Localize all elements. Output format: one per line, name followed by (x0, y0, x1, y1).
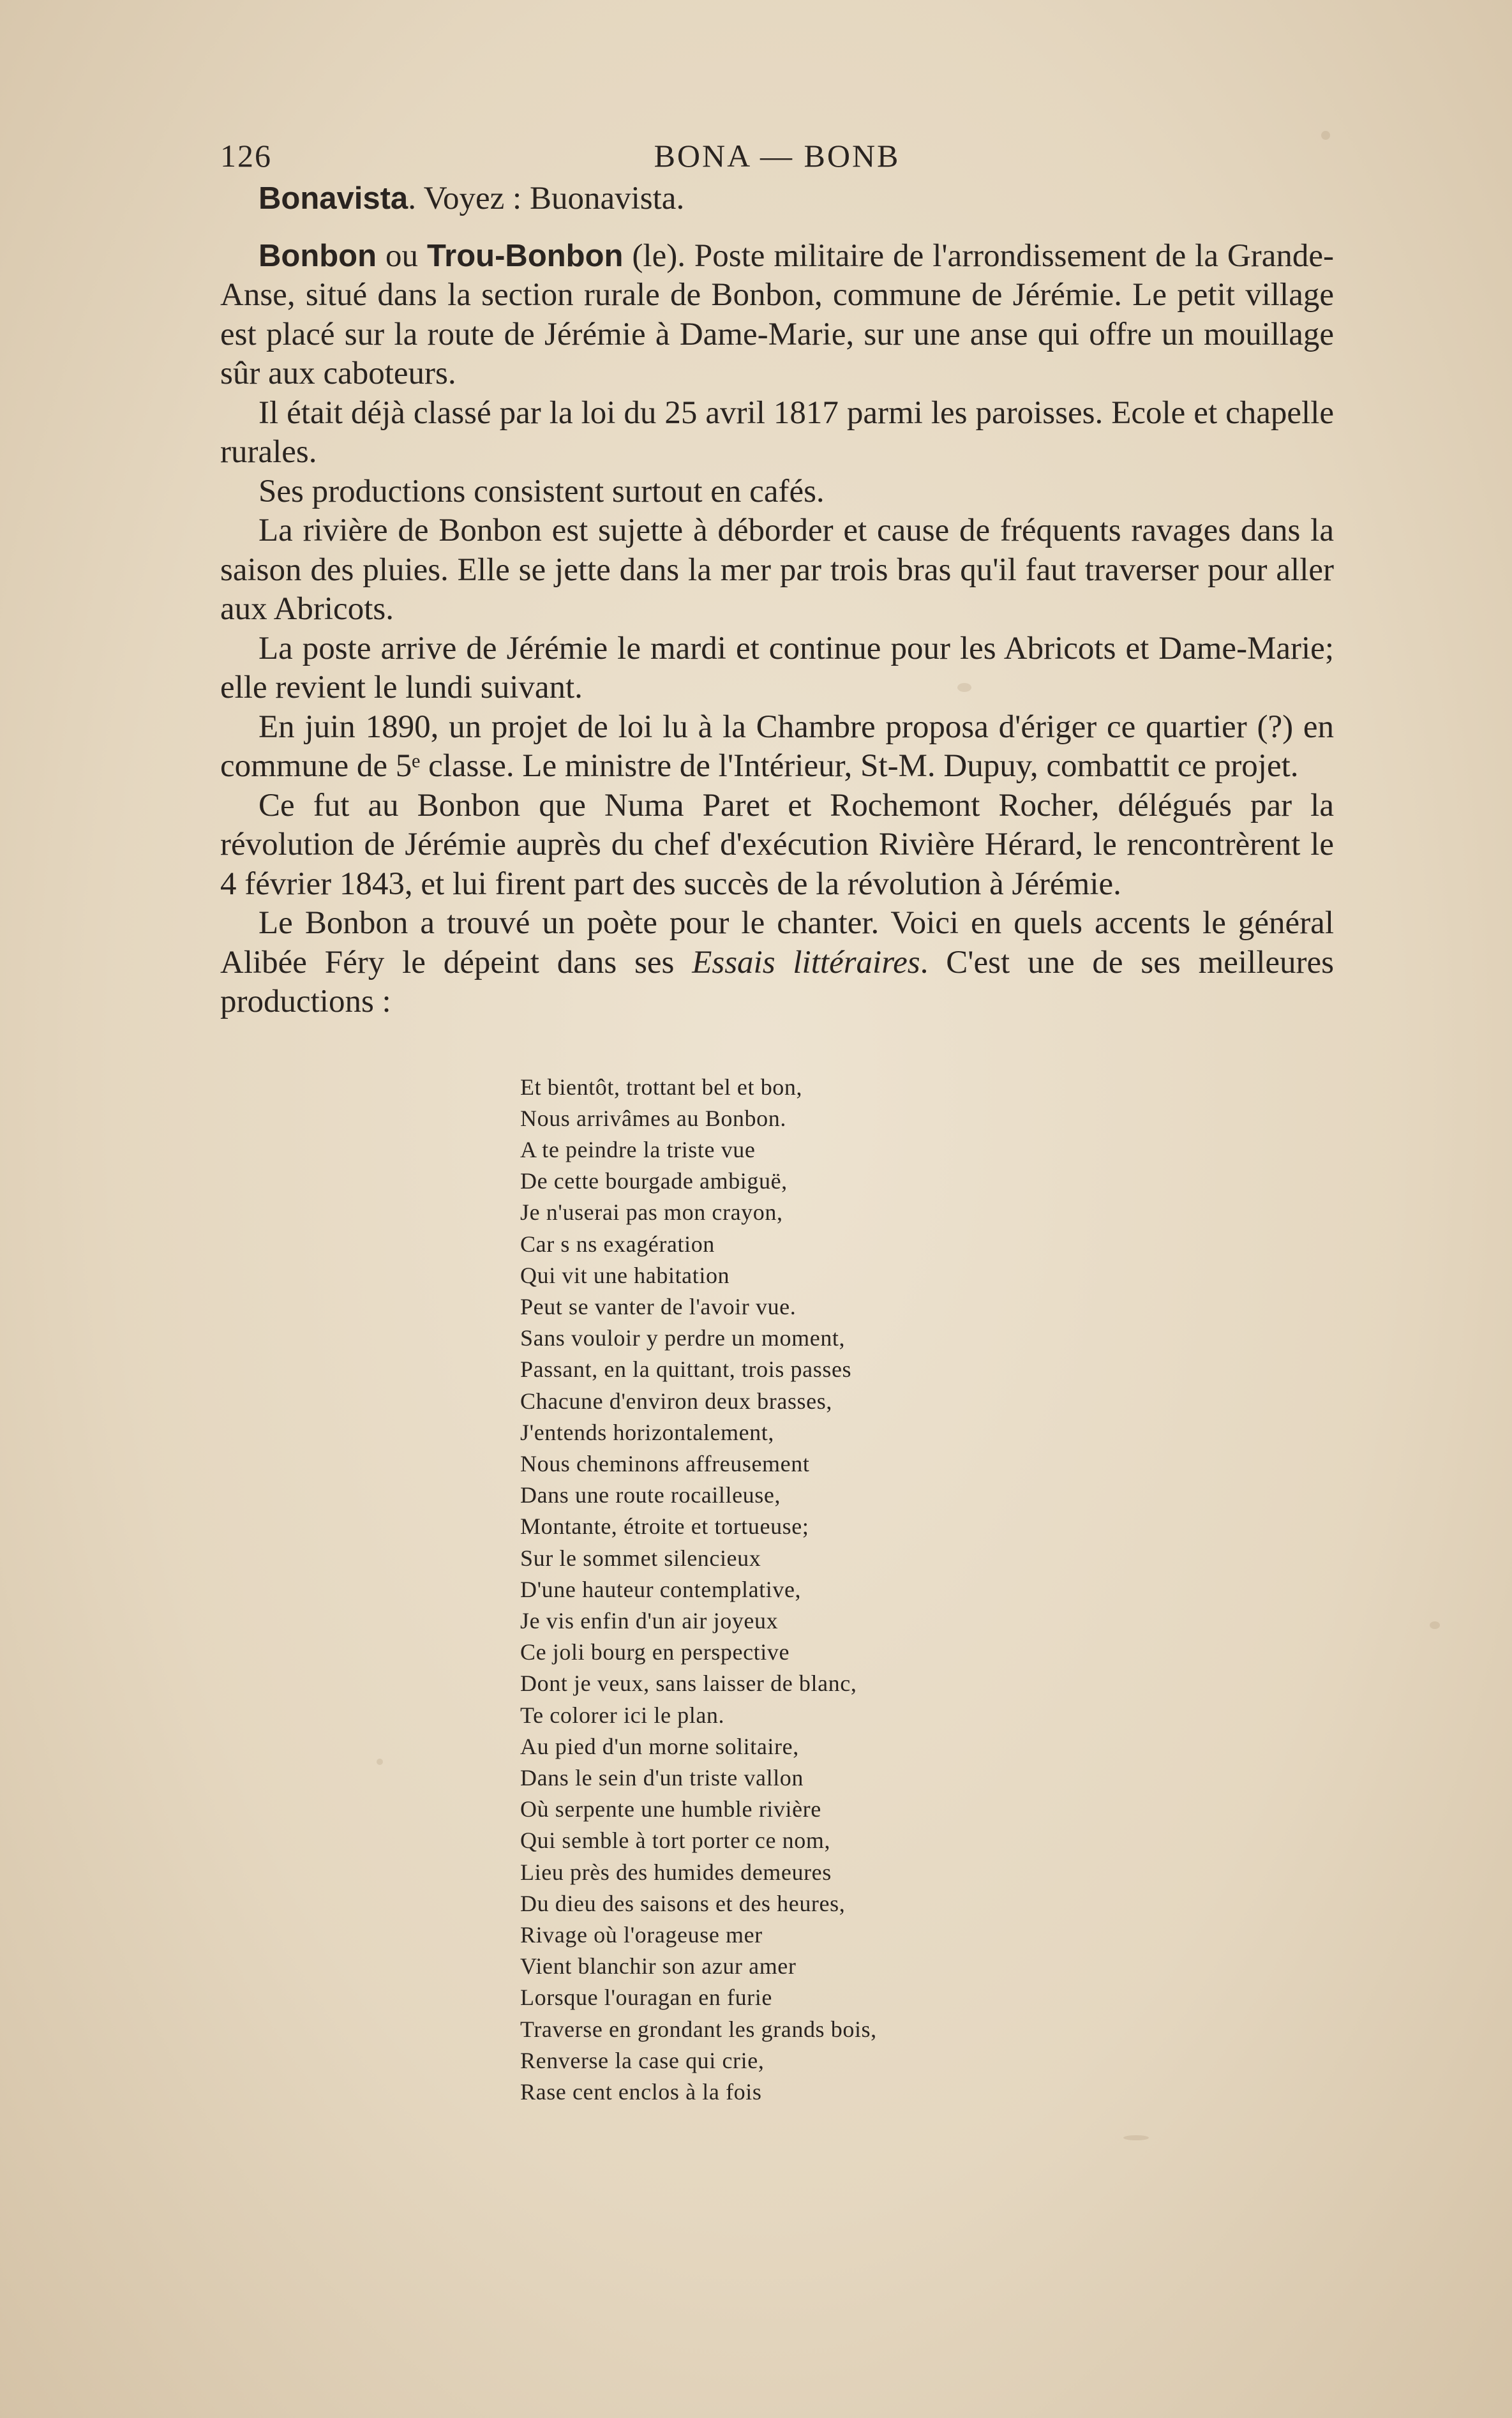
poem-line: Te colorer ici le plan. (520, 1702, 725, 1728)
poem-line: Chacune d'environ deux brasses, (520, 1388, 832, 1414)
intro-text: Le Bonbon a trouvé un poète pour le chanter. Voici en quels accents le général Alibée Féry le dépeint dans ses (220, 905, 1334, 980)
poem-line: Renverse la case qui crie, (520, 2047, 765, 2073)
poem-line: Qui vit une habitation (520, 1262, 730, 1288)
paragraph-poem-intro (220, 904, 1334, 1022)
poem-line: Traverse en grondant les grands bois, (520, 2016, 877, 2042)
entry-bonavista (220, 179, 1334, 219)
poem-line: Rivage où l'orageuse mer (520, 1921, 763, 1948)
poem-line: Je n'userai pas mon crayon, (520, 1199, 783, 1226)
headword-alt: Trou-Bonbon (426, 238, 624, 273)
running-head-title: BONA — BONB (654, 138, 901, 174)
poem-line: Lieu près des humides demeures (520, 1859, 832, 1885)
paragraph: Il était déjà classé par la loi du 25 avril 1817 parmi les paroisses. Ecole et chapelle rurales. (220, 394, 1334, 470)
poem-line: Vient blanchir son azur amer (520, 1953, 797, 1979)
poem-line: Dans une route rocailleuse, (520, 1482, 781, 1508)
headword-connector: ou (377, 237, 427, 274)
entry-text: . Poste militaire de l'arrondissement de la Grande-Anse, situé dans la section rurale de Bonbon, commune de Jérémie. Le petit village est placé sur la route de Jérémie à Dame-Marie, sur une anse qui offre un mouillage sûr aux caboteurs. (220, 237, 1335, 391)
paragraph: Ce fut au Bonbon que Numa Paret et Rochemont Rocher, délégués par la révolution de Jérémie auprès du chef d'exécution Rivière Hérard, le rencontrèrent le 4 février 1843, et lui firent part des succès de la révolution à Jérémie. (220, 787, 1334, 902)
dictionary-text (220, 179, 1334, 1022)
poem-line: Passant, en la quittant, trois passes (520, 1356, 852, 1383)
entry-bonbon (220, 237, 1334, 394)
poem-line: D'une hauteur contemplative, (520, 1576, 802, 1602)
page-number: 126 (220, 138, 272, 174)
intro-text-end: . C'est une de ses meilleures productions : (220, 944, 1334, 1019)
poem-line: Et bientôt, trottant bel et bon, (520, 1074, 803, 1100)
poem-line: Dans le sein d'un triste vallon (520, 1764, 804, 1791)
poem-line: Dont je veux, sans laisser de blanc, (520, 1671, 857, 1697)
poem-line: Du dieu des saisons et des heures, (520, 1890, 846, 1916)
poem-line: Nous cheminons affreusement (520, 1450, 810, 1476)
book-page (220, 137, 1334, 2108)
poem-line: Sans vouloir y perdre un moment, (520, 1325, 846, 1351)
paper-stain (1430, 1621, 1440, 1629)
paragraph: La rivière de Bonbon est sujette à déborder et cause de fréquents ravages dans la saison des pluies. Elle se jette dans la mer par trois bras qu'il faut traverser pour aller aux Abricots. (220, 513, 1334, 627)
poem-line: Qui semble à tort porter ce nom, (520, 1828, 831, 1854)
poem-line: Car s ns exagération (520, 1231, 715, 1257)
headword: Bonavista (258, 181, 408, 216)
poem-line: Peut se vanter de l'avoir vue. (520, 1293, 797, 1319)
poem-line: Sur le sommet silencieux (520, 1545, 761, 1571)
headword: Bonbon (258, 238, 377, 273)
poem-line: Je vis enfin d'un air joyeux (520, 1607, 779, 1633)
poem-line: Rase cent enclos à la fois (520, 2079, 762, 2105)
paragraph: En juin 1890, un projet de loi lu à la Chambre proposa d'ériger ce quartier (?) en commune de 5ᵉ classe. Le ministre de l'Intérieur, St-M. Dupuy, combattit ce projet. (220, 709, 1334, 784)
poem-line: Nous arrivâmes au Bonbon. (520, 1105, 786, 1131)
poem-line: Au pied d'un morne solitaire, (520, 1733, 799, 1759)
poem-line: J'entends horizontalement, (520, 1419, 774, 1445)
poem-line: A te peindre la triste vue (520, 1136, 756, 1162)
running-head (220, 137, 1334, 179)
poem-line: Ce joli bourg en perspective (520, 1639, 790, 1665)
paragraph: Ses productions consistent surtout en cafés. (258, 473, 825, 509)
poem-line: Lorsque l'ouragan en furie (520, 1985, 772, 2011)
poem-line: De cette bourgade ambiguë, (520, 1168, 788, 1194)
paragraph: La poste arrive de Jérémie le mardi et continue pour les Abricots et Dame-Marie; elle revient le lundi suivant. (220, 630, 1334, 705)
entry-text: . Voyez : Buonavista. (408, 181, 685, 216)
poem-line: Où serpente une humble rivière (520, 1796, 821, 1822)
book-title: Essais littéraires (692, 944, 920, 980)
headword-suffix: (le) (623, 237, 678, 274)
poem (520, 1072, 1334, 2108)
poem-line: Montante, étroite et tortueuse; (520, 1513, 809, 1540)
paper-stain (1123, 2135, 1149, 2140)
